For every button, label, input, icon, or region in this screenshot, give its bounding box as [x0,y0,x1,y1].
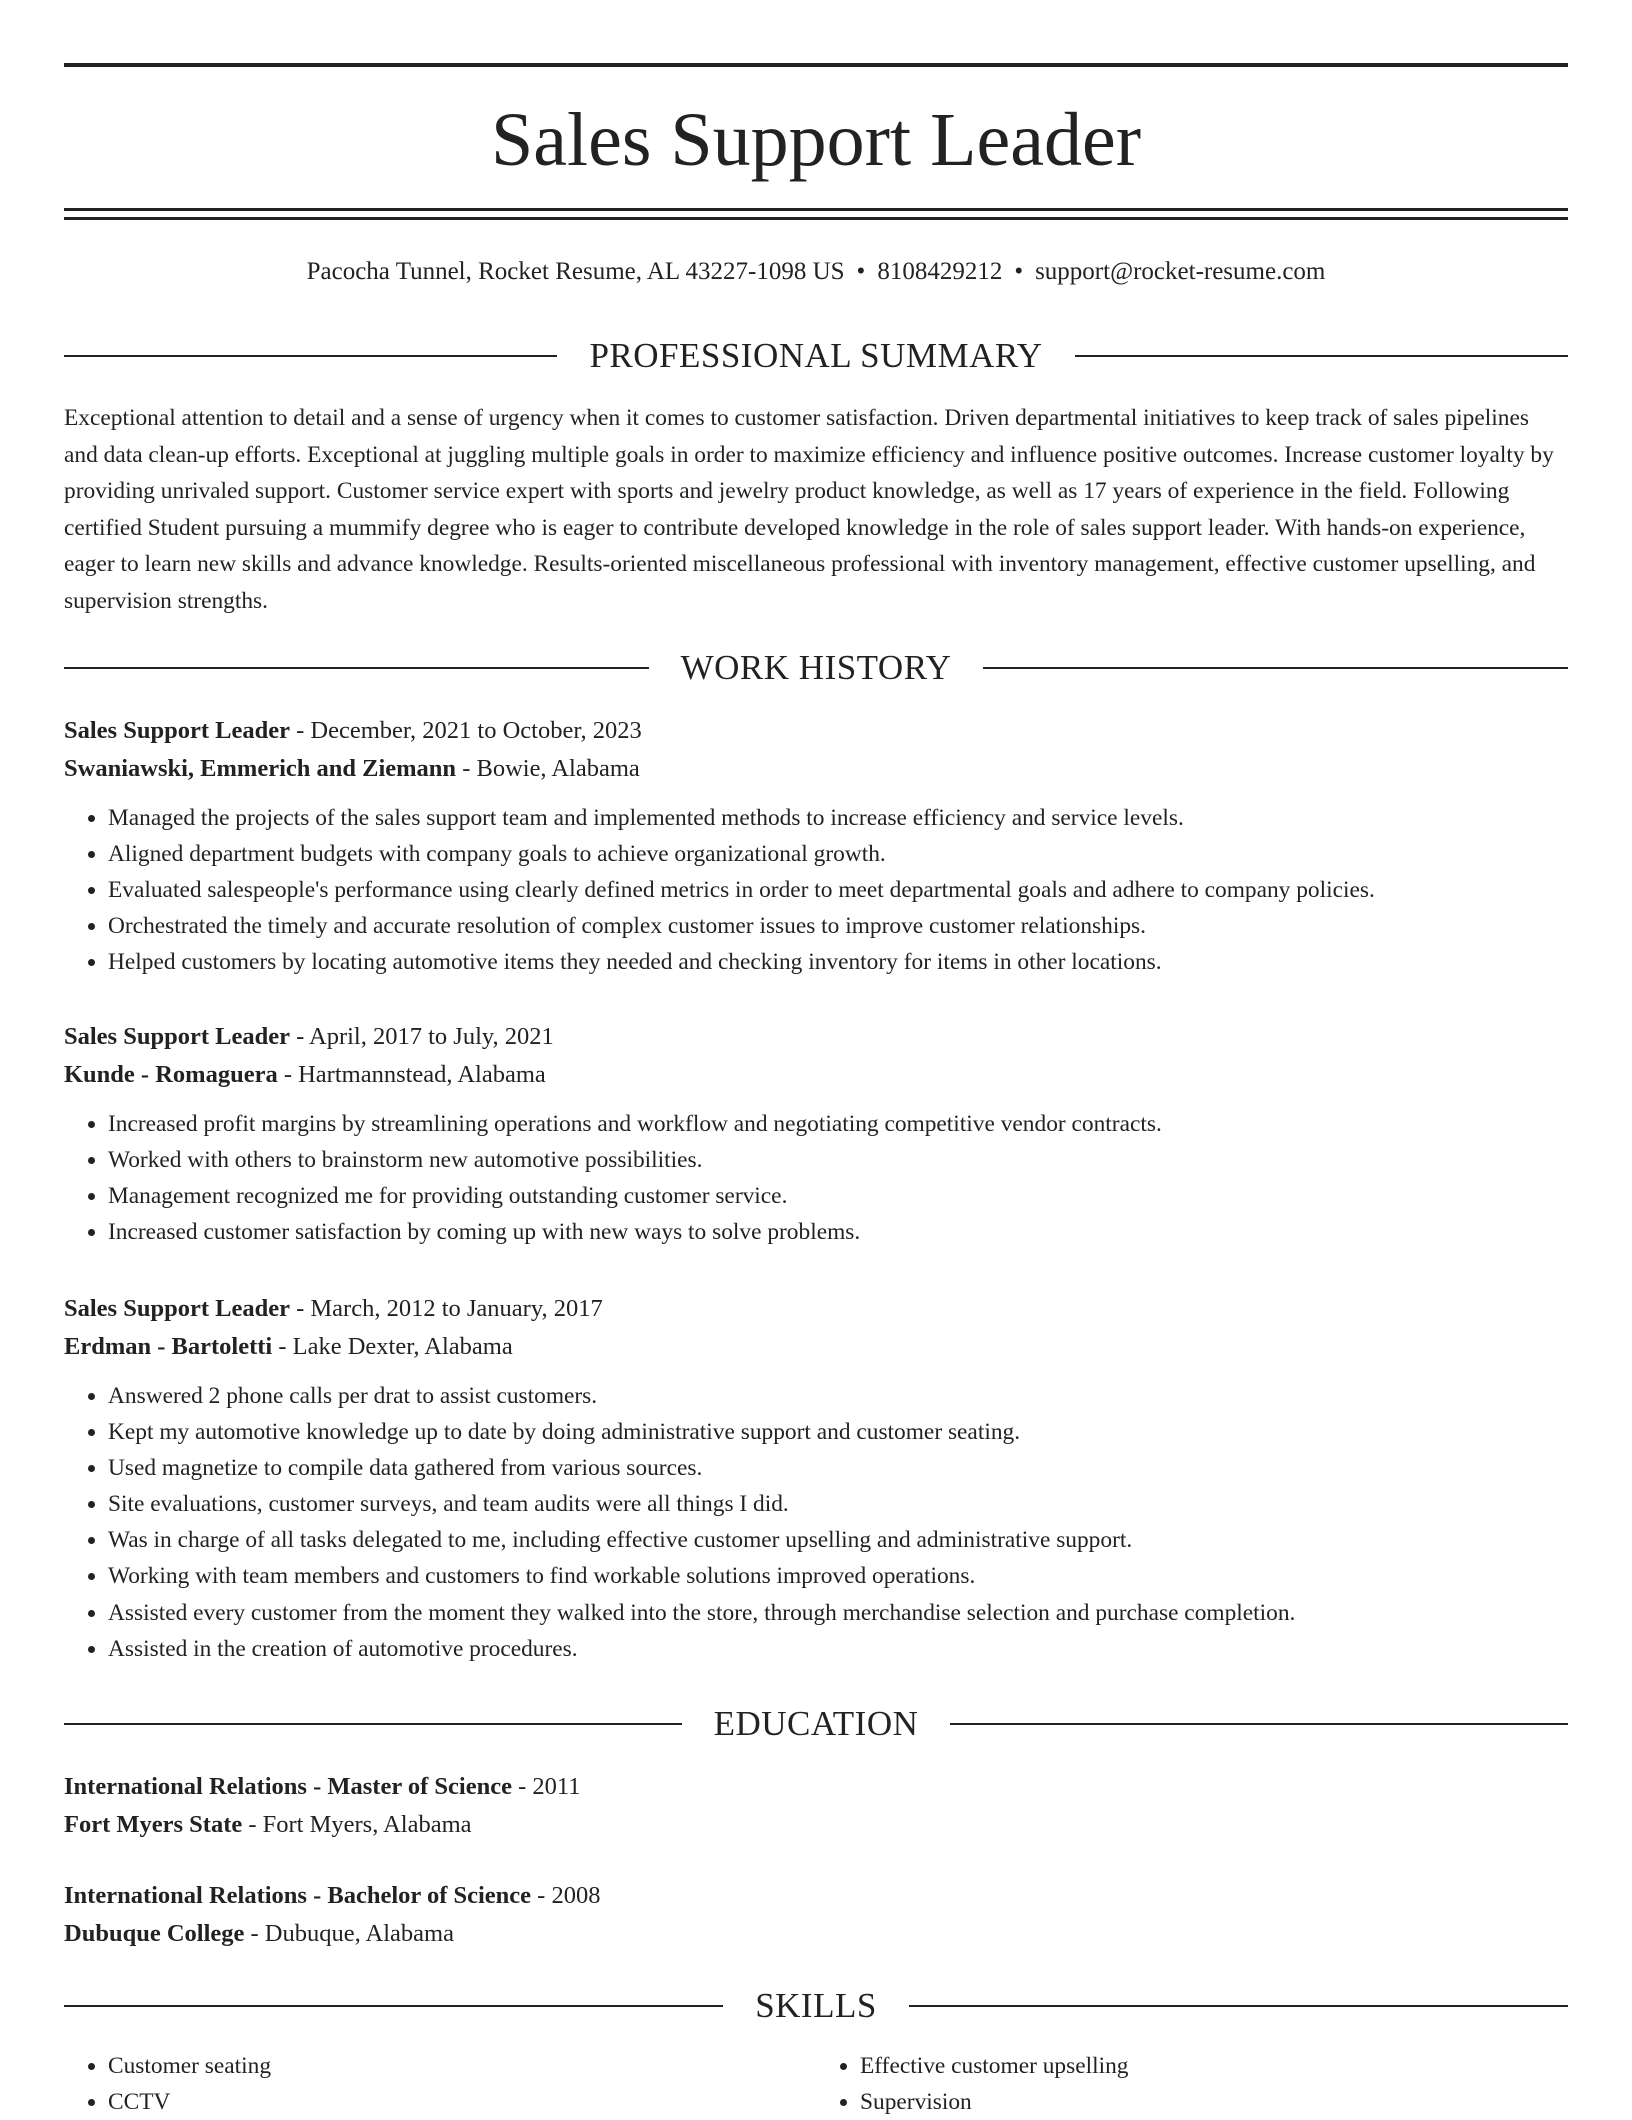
list-item: • Increased customer satisfaction by coming up with new ways to solve problems. [108,1214,1568,1250]
list-item: • Helped customers by locating automotive items they needed and checking inventory for items in other locations. [108,944,1568,980]
list-item: • Working with team members and customers to find workable solutions improved operations. [108,1558,1568,1594]
list-item: • Orchestrated the timely and accurate resolution of complex customer issues to improve customer relationships. [108,908,1568,944]
school-location: - Dubuque, Alabama [244,1920,454,1947]
divider-line [1075,355,1568,357]
job-company-line [64,750,1568,788]
skills-list-left [64,2048,816,2120]
top-rule [64,63,1568,67]
job-dates: - March, 2012 to January, 2017 [289,1295,603,1322]
job-company: Erdman - Bartoletti [64,1333,273,1360]
job-entry-1 [64,712,1568,980]
job-company-line [64,1056,1568,1094]
degree-line [64,1877,1568,1915]
list-item: • Used magnetize to compile data gathered from various sources. [108,1450,1568,1486]
title-double-rule [64,208,1568,220]
school-line [64,1915,1568,1953]
job-company: Swaniawski, Emmerich and Ziemann [64,755,457,782]
skill-item: • Supervision [860,2084,1568,2120]
job-entry-2 [64,1018,1568,1250]
education-entry-2 [64,1877,1568,1953]
divider-line [64,1723,682,1725]
job-title-line [64,1290,1568,1328]
divider-line [909,2005,1568,2007]
degree: International Relations - Bachelor of Science [64,1882,532,1909]
divider-line [64,355,557,357]
degree-year: - 2011 [511,1773,581,1800]
job-dates: - December, 2021 to October, 2023 [289,717,642,744]
list-item: • Increased profit margins by streamlining operations and workflow and negotiating competitive vendor contracts. [108,1106,1568,1142]
school: Fort Myers State [64,1811,243,1838]
summary-text: Exceptional attention to detail and a sense of urgency when it comes to customer satisfaction. Driven departmental initiatives to keep track of sales pipelines and data clean-up efforts. Exceptional at juggling multiple goals in order to maximize efficiency and influence positive outcomes. Increase customer loyalty by providing unrivaled support. Customer service expert with sports and jewelry product knowledge, as well as 17 years of experience in the field. Following certified Student pursuing a mummify degree who is eager to contribute developed knowledge in the role of sales support leader. With hands-on experience, eager to learn new skills and advance knowledge. Results-oriented miscellaneous professional with inventory management, effective customer upselling, and supervision strengths. [64,405,1554,614]
skill-item: • Effective customer upselling [860,2048,1568,2084]
section-title: SKILLS [755,1986,877,2025]
job-bullets [64,800,1568,980]
skill-item: • CCTV [108,2084,816,2120]
job-bullets [64,1106,1568,1250]
section-heading-summary [64,336,1568,376]
contact-address: Pacocha Tunnel, Rocket Resume, AL 43227-1098 US [306,258,845,285]
contact-phone: 8108429212 [877,258,1003,285]
job-location: - Bowie, Alabama [456,755,640,782]
section-title: WORK HISTORY [680,648,952,687]
divider-line [983,667,1568,669]
degree: International Relations - Master of Science [64,1773,512,1800]
job-location: - Lake Dexter, Alabama [272,1333,513,1360]
section-heading-skills [64,1986,1568,2026]
job-location: - Hartmannstead, Alabama [277,1061,546,1088]
list-item: • Site evaluations, customer surveys, and team audits were all things I did. [108,1486,1568,1522]
degree-line [64,1768,1568,1806]
list-item: • Was in charge of all tasks delegated to me, including effective customer upselling and administrative support. [108,1522,1568,1558]
separator-dot: • [1014,258,1024,285]
list-item: • Assisted every customer from the moment they walked into the store, through merchandise selection and purchase completion. [108,1595,1568,1631]
job-company-line [64,1328,1568,1366]
list-item: • Management recognized me for providing outstanding customer service. [108,1178,1568,1214]
skills-list-right [816,2048,1568,2120]
job-title-line [64,712,1568,750]
job-dates: - April, 2017 to July, 2021 [289,1023,554,1050]
list-item: • Managed the projects of the sales support team and implemented methods to increase efficiency and service levels. [108,800,1568,836]
list-item: • Kept my automotive knowledge up to date by doing administrative support and customer seating. [108,1414,1568,1450]
contact-line [64,256,1568,288]
list-item: • Answered 2 phone calls per drat to assist customers. [108,1378,1568,1414]
job-title-line [64,1018,1568,1056]
skill-item: • Customer seating [108,2048,816,2084]
contact-email: support@rocket-resume.com [1035,258,1326,285]
list-item: • Worked with others to brainstorm new automotive possibilities. [108,1142,1568,1178]
job-entry-3 [64,1290,1568,1667]
school-line [64,1806,1568,1844]
divider-line [950,1723,1568,1725]
list-item: • Evaluated salespeople's performance using clearly defined metrics in order to meet departmental goals and adhere to company policies. [108,872,1568,908]
list-item: • Aligned department budgets with company goals to achieve organizational growth. [108,836,1568,872]
skills-columns [64,2048,1568,2120]
section-heading-education [64,1704,1568,1744]
school-location: - Fort Myers, Alabama [242,1811,472,1838]
job-bullets [64,1378,1568,1667]
job-title: Sales Support Leader [64,1023,290,1050]
divider-line [64,2005,723,2007]
job-company: Kunde - Romaguera [64,1061,278,1088]
separator-dot: • [856,258,866,285]
degree-year: - 2008 [531,1882,601,1909]
resume-title: Sales Support Leader [490,98,1142,182]
school: Dubuque College [64,1920,245,1947]
job-title: Sales Support Leader [64,1295,290,1322]
divider-line [64,667,649,669]
section-heading-work [64,648,1568,688]
list-item: • Assisted in the creation of automotive procedures. [108,1631,1568,1667]
job-title: Sales Support Leader [64,717,290,744]
education-entry-1 [64,1768,1568,1844]
section-title: EDUCATION [713,1704,919,1743]
section-title: PROFESSIONAL SUMMARY [589,336,1043,375]
